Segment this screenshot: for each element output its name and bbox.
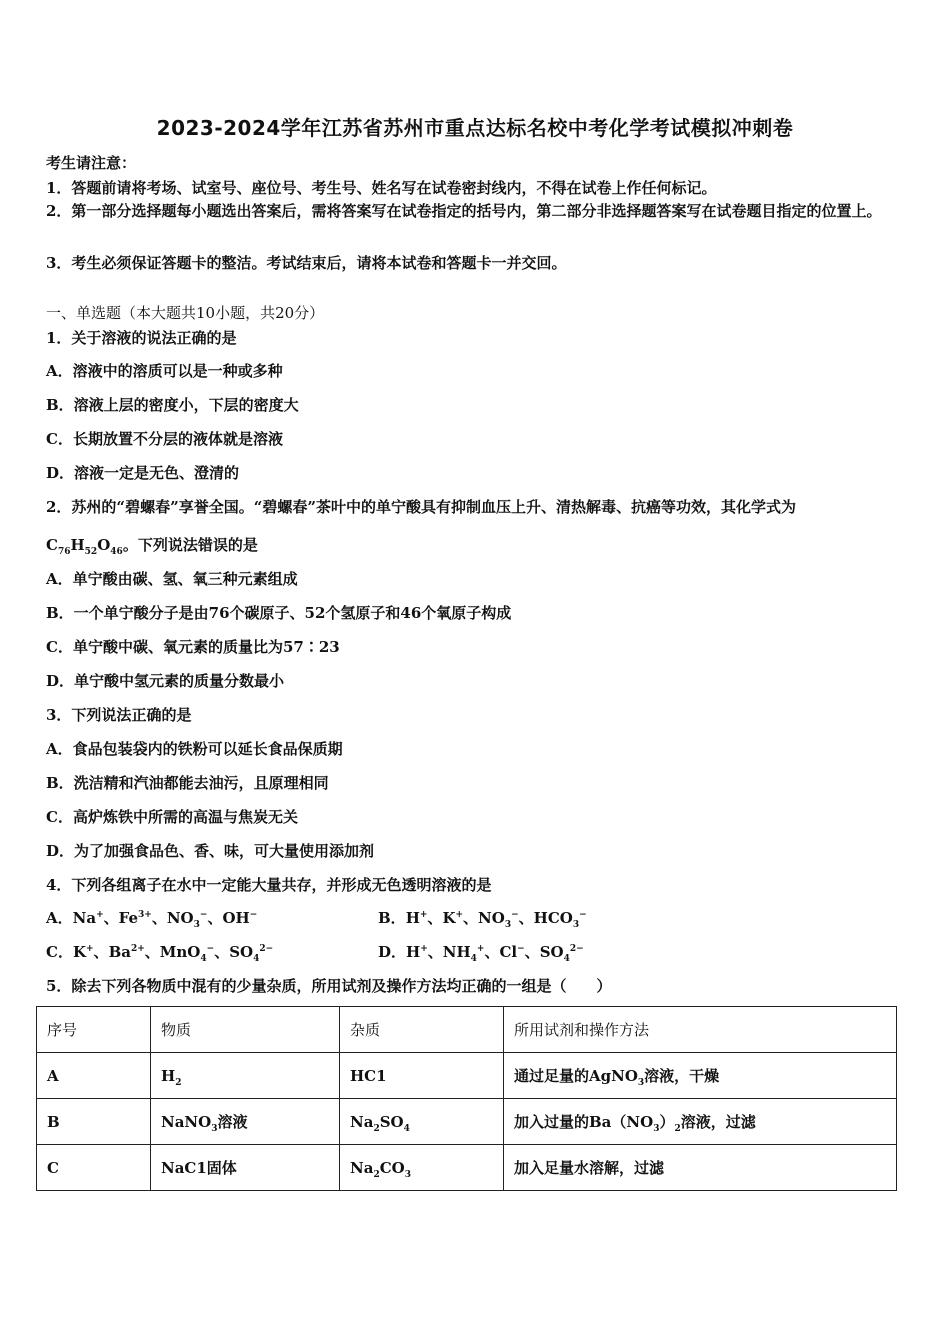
- q4-sep: 、: [518, 909, 534, 927]
- row-id: A: [37, 1053, 151, 1099]
- section-heading: 一、单选题（本大题共10小题，共20分）: [46, 304, 325, 322]
- notice-item-3: 3．考生必须保证答题卡的整洁。考试结束后，请将本试卷和答题卡一并交回。: [46, 254, 567, 272]
- row-impurity: HC1: [340, 1053, 504, 1099]
- impurity-sub: 3: [404, 1169, 411, 1180]
- header-substance: 物质: [151, 1007, 340, 1053]
- q4-b-label: B．: [378, 909, 406, 927]
- notice-item-1: 1．答题前请将考场、试室号、座位号、考生号、姓名写在试卷密封线内，不得在试卷上作任何标记。: [46, 179, 717, 197]
- q3-option-b: B．洗洁精和汽油都能去油污，且原理相同: [46, 774, 329, 792]
- impurity-text: Na: [350, 1158, 374, 1177]
- row-id: C: [37, 1145, 151, 1191]
- method-text: ）: [659, 1113, 675, 1131]
- substance-text: NaNO: [161, 1113, 212, 1131]
- row-method: [504, 1053, 897, 1099]
- method-text: 通过足量的AgNO: [514, 1067, 638, 1085]
- q4-d-label: D．: [378, 943, 407, 961]
- q5-stem: 5．除去下列各物质中混有的少量杂质，所用试剂及操作方法均正确的一组是（ ）: [46, 977, 612, 995]
- row-substance: [151, 1053, 340, 1099]
- q4-sep: 、: [144, 943, 160, 961]
- table-row: [37, 1145, 897, 1191]
- q2-formula-c-sub: 76: [57, 547, 71, 557]
- row-impurity: [340, 1099, 504, 1145]
- q4-option-c: C．K+、$Ba^{2+}$、MnO$_4$−、$SO_4^{2-}$: [46, 943, 274, 964]
- notice-heading: 考生请注意：: [46, 154, 137, 172]
- q3-option-a: A．食品包装袋内的铁粉可以延长食品保质期: [46, 740, 343, 758]
- q4-stem: 4．下列各组离子在水中一定能大量共存，并形成无色透明溶液的是: [46, 876, 492, 894]
- q4-c-label: C．: [46, 943, 73, 961]
- table-row: [37, 1053, 897, 1099]
- q3-option-c: C．高炉炼铁中所需的高温与焦炭无关: [46, 808, 298, 826]
- q4-sep: 、: [207, 909, 223, 927]
- impurity-text: SO: [379, 1112, 404, 1131]
- q2-formula-line: [46, 534, 258, 555]
- q2-option-d: D．单宁酸中氢元素的质量分数最小: [46, 672, 285, 690]
- q4-sep: 、: [463, 909, 479, 927]
- q2-formula-o-sub: 46: [110, 547, 123, 557]
- q2-formula-h-sub: 52: [84, 547, 98, 557]
- q1-option-c: C．长期放置不分层的液体就是溶液: [46, 430, 283, 448]
- method-text: 加入过量的Ba（NO: [514, 1113, 654, 1131]
- header-method: 所用试剂和操作方法: [504, 1007, 897, 1053]
- row-impurity: [340, 1145, 504, 1191]
- method-sub: 3: [637, 1078, 645, 1088]
- header-impurity: 杂质: [340, 1007, 504, 1053]
- q2-option-b: B．一个单宁酸分子是由76个碳原子、52个氢原子和46个氧原子构成: [46, 604, 512, 622]
- row-substance: NaC1固体: [151, 1145, 340, 1191]
- q4-option-a: A．Na+、$Fe^{3+}$、$NO_3^-$、OH−: [46, 909, 258, 930]
- row-method: 加入足量水溶解，过滤: [504, 1145, 897, 1191]
- q4-sep: 、: [214, 943, 230, 961]
- impurity-text: CO: [379, 1158, 405, 1177]
- row-method: [504, 1099, 897, 1145]
- q3-stem: 3．下列说法正确的是: [46, 706, 192, 724]
- q4-option-d: D．H+、$NH_4^+$、Cl−、$SO_4^{2-}$: [378, 943, 584, 964]
- q1-stem: 1．关于溶液的说法正确的是: [46, 329, 237, 347]
- substance-sub: 2: [175, 1077, 182, 1088]
- method-sub: 2: [674, 1124, 681, 1134]
- q2-stem-tail: 。下列说法错误的是: [122, 536, 258, 554]
- q2-formula-c: C: [46, 536, 58, 554]
- method-text: 溶液，过滤: [680, 1113, 756, 1131]
- q4-sep: 、: [103, 909, 119, 927]
- q4-sep: 、: [427, 909, 443, 927]
- q4-option-b: B．H+、K+、$NO_3^-$、$HCO_3^-$: [378, 909, 587, 930]
- q1-option-b: B．溶液上层的密度小，下层的密度大: [46, 396, 299, 414]
- notice-item-2: 2．第一部分选择题每小题选出答案后，需将答案写在试卷指定的括号内，第二部分非选择题答案写在试卷题目指定的位置上。: [46, 202, 882, 220]
- q1-option-a: A．溶液中的溶质可以是一种或多种: [46, 362, 283, 380]
- header-id: 序号: [37, 1007, 151, 1053]
- q4-sep: 、: [427, 943, 443, 961]
- substance-text: H: [161, 1066, 176, 1085]
- impurity-sub: 2: [373, 1123, 380, 1134]
- q4-sep: 、: [524, 943, 540, 961]
- q2-formula-o: O: [97, 536, 111, 554]
- table-row: [37, 1099, 897, 1145]
- q2-formula-h: H: [70, 536, 85, 554]
- q4-sep: 、: [151, 909, 167, 927]
- q5-table: [36, 1006, 897, 1191]
- q1-option-d: D．溶液一定是无色、澄清的: [46, 464, 240, 482]
- q4-sep: 、: [93, 943, 109, 961]
- impurity-sub: 2: [373, 1169, 380, 1180]
- substance-sub: 3: [211, 1124, 218, 1134]
- row-id: B: [37, 1099, 151, 1145]
- q2-option-c: C．单宁酸中碳、氧元素的质量比为57∶23: [46, 638, 340, 656]
- q2-option-a: A．单宁酸由碳、氢、氧三种元素组成: [46, 570, 298, 588]
- q3-option-d: D．为了加强食品色、香、味，可大量使用添加剂: [46, 842, 375, 860]
- page-title: 2023-2024学年江苏省苏州市重点达标名校中考化学考试模拟冲刺卷: [156, 116, 794, 140]
- impurity-text: Na: [350, 1112, 374, 1131]
- row-substance: [151, 1099, 340, 1145]
- method-text: 溶液，干燥: [644, 1067, 720, 1085]
- q2-stem: 2．苏州的“碧螺春”享誉全国。“碧螺春”茶叶中的单宁酸具有抑制血压上升、清热解毒、抗癌等功效，其化学式为: [46, 498, 796, 516]
- q4-sep: 、: [484, 943, 500, 961]
- substance-text: 溶液: [217, 1113, 248, 1131]
- q4-a-label: A．: [46, 909, 73, 927]
- method-sub: 3: [653, 1124, 660, 1134]
- table-header-row: [37, 1007, 897, 1053]
- impurity-sub: 4: [403, 1123, 410, 1134]
